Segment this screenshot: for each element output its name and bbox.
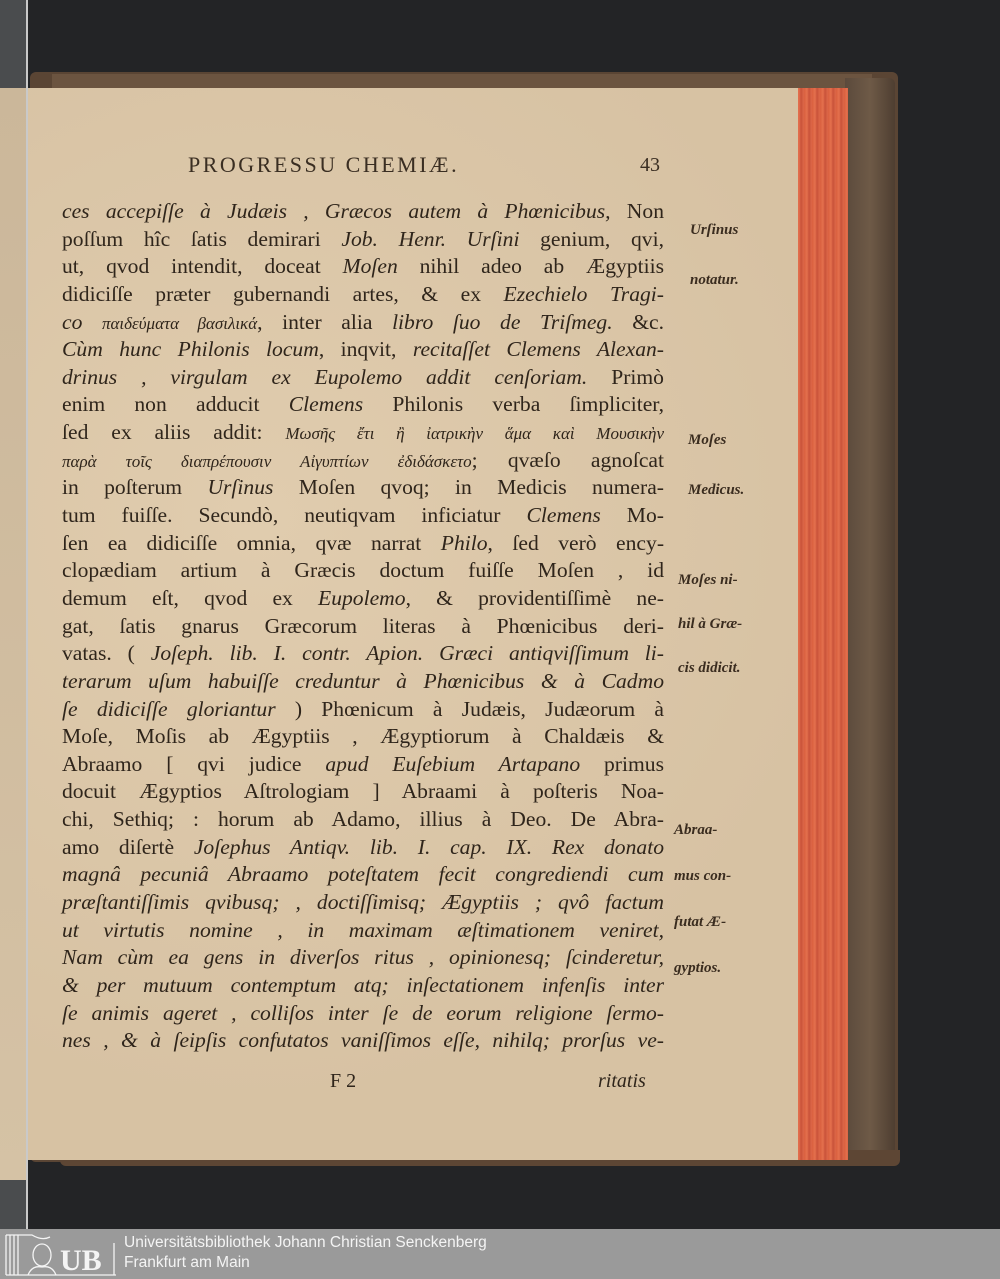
text-line bbox=[62, 1000, 664, 1028]
italic-text: Cùm hunc Philonis locum bbox=[62, 337, 319, 362]
italic-text: Eupolemo bbox=[318, 585, 406, 610]
text-line bbox=[62, 806, 664, 834]
italic-text: ces accepiſſe à Judæis , Græcos autem à Phœnicibus, bbox=[62, 199, 611, 223]
margin-note-moses-nihil bbox=[678, 566, 742, 698]
text-line bbox=[62, 696, 664, 724]
catchword: ritatis bbox=[598, 1070, 646, 1092]
margin-note-line: futat Æ- bbox=[674, 914, 727, 930]
margin-note-line: mus con- bbox=[674, 868, 732, 884]
roman-text: ſed ex aliis addit: bbox=[62, 420, 286, 445]
signature-mark: F 2 bbox=[330, 1070, 357, 1092]
roman-text: ſen ea didiciſſe omnia, qvæ narrat bbox=[62, 530, 441, 555]
italic-text: Clemens bbox=[526, 503, 601, 528]
margin-note-line: gyptios. bbox=[674, 960, 722, 976]
roman-text: , ſed verò ency- bbox=[487, 530, 665, 555]
text-line bbox=[62, 198, 664, 226]
italic-text: terarum uſum habuiſſe creduntur à Phœnicibus & à Cadmo bbox=[62, 668, 664, 693]
roman-text: chi, Sethiq; : horum ab Adamo, illius à Deo. De Abra- bbox=[62, 807, 664, 832]
roman-text: Abraamo [ qvi judice bbox=[62, 751, 326, 776]
cover-spine-edge bbox=[845, 78, 895, 1160]
body-text bbox=[62, 198, 664, 1055]
text-line bbox=[62, 253, 664, 281]
text-line bbox=[62, 336, 664, 364]
text-line bbox=[62, 613, 664, 641]
italic-text: Nam cùm ea gens in diverſos ritus , opinionesq; ſcinderetur, bbox=[62, 945, 664, 970]
running-head: PROGRESSU CHEMIÆ. bbox=[188, 152, 460, 177]
text-line bbox=[62, 364, 664, 392]
italic-text: co bbox=[62, 309, 102, 334]
text-line bbox=[62, 502, 664, 530]
text-line bbox=[62, 447, 664, 475]
roman-text: amo diſertè bbox=[62, 834, 194, 859]
roman-text: in poſterum bbox=[62, 475, 208, 500]
text-line bbox=[62, 281, 664, 309]
red-fore-edge bbox=[796, 88, 848, 1160]
text-line bbox=[62, 778, 664, 806]
italic-text: Moſen bbox=[342, 254, 398, 279]
italic-text: Urſinus bbox=[207, 475, 274, 500]
margin-note-ursinus bbox=[690, 216, 739, 316]
roman-text: clopædiam artium à Græcis doctum fuiſſe Moſen , id bbox=[62, 558, 664, 583]
roman-text: tum fuiſſe. Secundò, neutiqvam inficiatur bbox=[62, 503, 527, 528]
roman-text: didiciſſe præter gubernandi artes, & ex bbox=[62, 281, 504, 306]
text-line bbox=[62, 889, 664, 917]
roman-text: Philonis verba ſimpliciter, bbox=[363, 392, 665, 417]
roman-text: ; qvæſo agnoſcat bbox=[471, 447, 665, 472]
margin-note-line: Urſinus bbox=[690, 222, 739, 238]
adjacent-page-edge bbox=[0, 0, 28, 1229]
italic-text: libro ſuo de Triſmeg. bbox=[392, 309, 613, 334]
roman-text: primus bbox=[580, 751, 664, 776]
roman-text: docuit Ægyptios Aſtrologiam ] Abraami à poſteris Noa- bbox=[62, 779, 664, 804]
greek-text: παρὰ τοῖς διαπρέπουσιν Αἰγυπτίων ἐδιδάσκετο bbox=[62, 451, 472, 471]
margin-note-line: Moſes ni- bbox=[678, 572, 738, 588]
text-line bbox=[62, 640, 664, 668]
greek-text: παιδεύματα βασιλικά bbox=[101, 313, 258, 333]
roman-text: ut, qvod intendit, doceat bbox=[62, 254, 343, 279]
text-line bbox=[62, 226, 664, 254]
italic-text: ſe animis ageret , colliſos inter ſe de eorum religione ſermo- bbox=[62, 1000, 664, 1025]
margin-note-line: Moſes bbox=[688, 432, 727, 448]
margin-note-moses-medicus bbox=[688, 426, 744, 526]
text-line bbox=[62, 972, 664, 1000]
roman-text: vatas. ( bbox=[62, 641, 151, 666]
institution-name: Universitätsbibliothek Johann Christian Senckenberg bbox=[124, 1234, 487, 1251]
roman-text: demum eſt, qvod ex bbox=[62, 585, 319, 610]
margin-note-line: Medicus. bbox=[688, 482, 745, 498]
text-line bbox=[62, 861, 664, 889]
roman-text: Moſen qvoq; in Medicis numera- bbox=[273, 475, 664, 500]
greek-text: Μωσῆς ἔτι ἢ ἰατρικὴν ἅμα καὶ Μουσικὴν bbox=[285, 424, 664, 444]
text-line bbox=[62, 668, 664, 696]
italic-text: Philo bbox=[440, 530, 488, 555]
italic-text: Ezechielo Tragi- bbox=[503, 281, 664, 306]
roman-text: Mo- bbox=[600, 503, 664, 528]
italic-text: Job. Henr. Urſini bbox=[341, 226, 520, 251]
institution-city: Frankfurt am Main bbox=[124, 1254, 250, 1271]
roman-text: &c. bbox=[612, 309, 664, 334]
text-line bbox=[62, 391, 664, 419]
roman-text: nihil adeo ab Ægyptiis bbox=[397, 254, 664, 279]
italic-text: Joſephus Antiqv. lib. I. cap. IX. Rex donato bbox=[193, 834, 664, 859]
margin-note-line: notatur. bbox=[690, 272, 739, 288]
library-logo-icon bbox=[2, 1231, 116, 1277]
margin-note-line: Abraa- bbox=[674, 822, 718, 838]
roman-text: ) Phœnicum à Judæis, Judæorum à bbox=[275, 696, 664, 721]
margin-note-abraamus bbox=[674, 816, 731, 1000]
italic-text: & per mutuum contemptum atq; inſectationem infenſis inter bbox=[62, 972, 664, 997]
roman-text: , inqvit, bbox=[318, 337, 413, 362]
italic-text: nes , & à ſeipſis confutatos vaniſſimos eſſe, nihilq; prorſus ve- bbox=[62, 1028, 664, 1053]
italic-text: recitaſſet Clemens Alexan- bbox=[412, 337, 664, 362]
italic-text: præſtantiſſimis qvibusq; , doctiſſimisq; Ægyptiis ; qvô factum bbox=[62, 890, 664, 915]
text-line bbox=[62, 944, 664, 972]
footer-text bbox=[124, 1233, 487, 1273]
roman-text: Non bbox=[610, 199, 664, 223]
text-line bbox=[62, 557, 664, 585]
italic-text: apud Euſebium Artapano bbox=[325, 751, 581, 776]
text-line bbox=[62, 474, 664, 502]
text-line bbox=[62, 917, 664, 945]
margin-note-line: cis didicit. bbox=[678, 660, 741, 676]
italic-text: drinus , virgulam ex Eupolemo addit cenſoriam. bbox=[62, 364, 588, 389]
text-line bbox=[62, 723, 664, 751]
page-number: 43 bbox=[640, 154, 660, 176]
roman-text: Primò bbox=[587, 364, 664, 389]
text-line bbox=[62, 419, 664, 447]
text-line bbox=[62, 585, 664, 613]
italic-text: magnâ pecuniâ Abraamo poteſtatem fecit congrediendi cum bbox=[62, 862, 664, 887]
roman-text: , & providentiſſimè ne- bbox=[405, 585, 664, 610]
roman-text: genium, qvi, bbox=[519, 226, 664, 251]
italic-text: ſe didiciſſe gloriantur bbox=[62, 696, 276, 721]
roman-text: Moſe, Moſis ab Ægyptiis , Ægyptiorum à Chaldæis & bbox=[62, 724, 664, 749]
italic-text: Joſeph. lib. I. contr. Apion. Græci antiqviſſimum li- bbox=[150, 641, 664, 666]
text-line bbox=[62, 1027, 664, 1055]
roman-text: , inter alia bbox=[257, 309, 393, 334]
text-line bbox=[62, 309, 664, 337]
roman-text: gat, ſatis gnarus Græcorum literas à Phœnicibus deri- bbox=[62, 613, 664, 638]
text-line bbox=[62, 834, 664, 862]
text-line bbox=[62, 530, 664, 558]
roman-text: poſſum hîc ſatis demirari bbox=[62, 226, 342, 251]
italic-text: ut virtutis nomine , in maximam æſtimationem veniret, bbox=[62, 917, 664, 942]
italic-text: Clemens bbox=[288, 392, 364, 417]
logo-text: UB bbox=[60, 1244, 102, 1277]
roman-text: enim non adducit bbox=[62, 392, 289, 417]
margin-note-line: hil à Græ- bbox=[678, 616, 743, 632]
text-line bbox=[62, 751, 664, 779]
